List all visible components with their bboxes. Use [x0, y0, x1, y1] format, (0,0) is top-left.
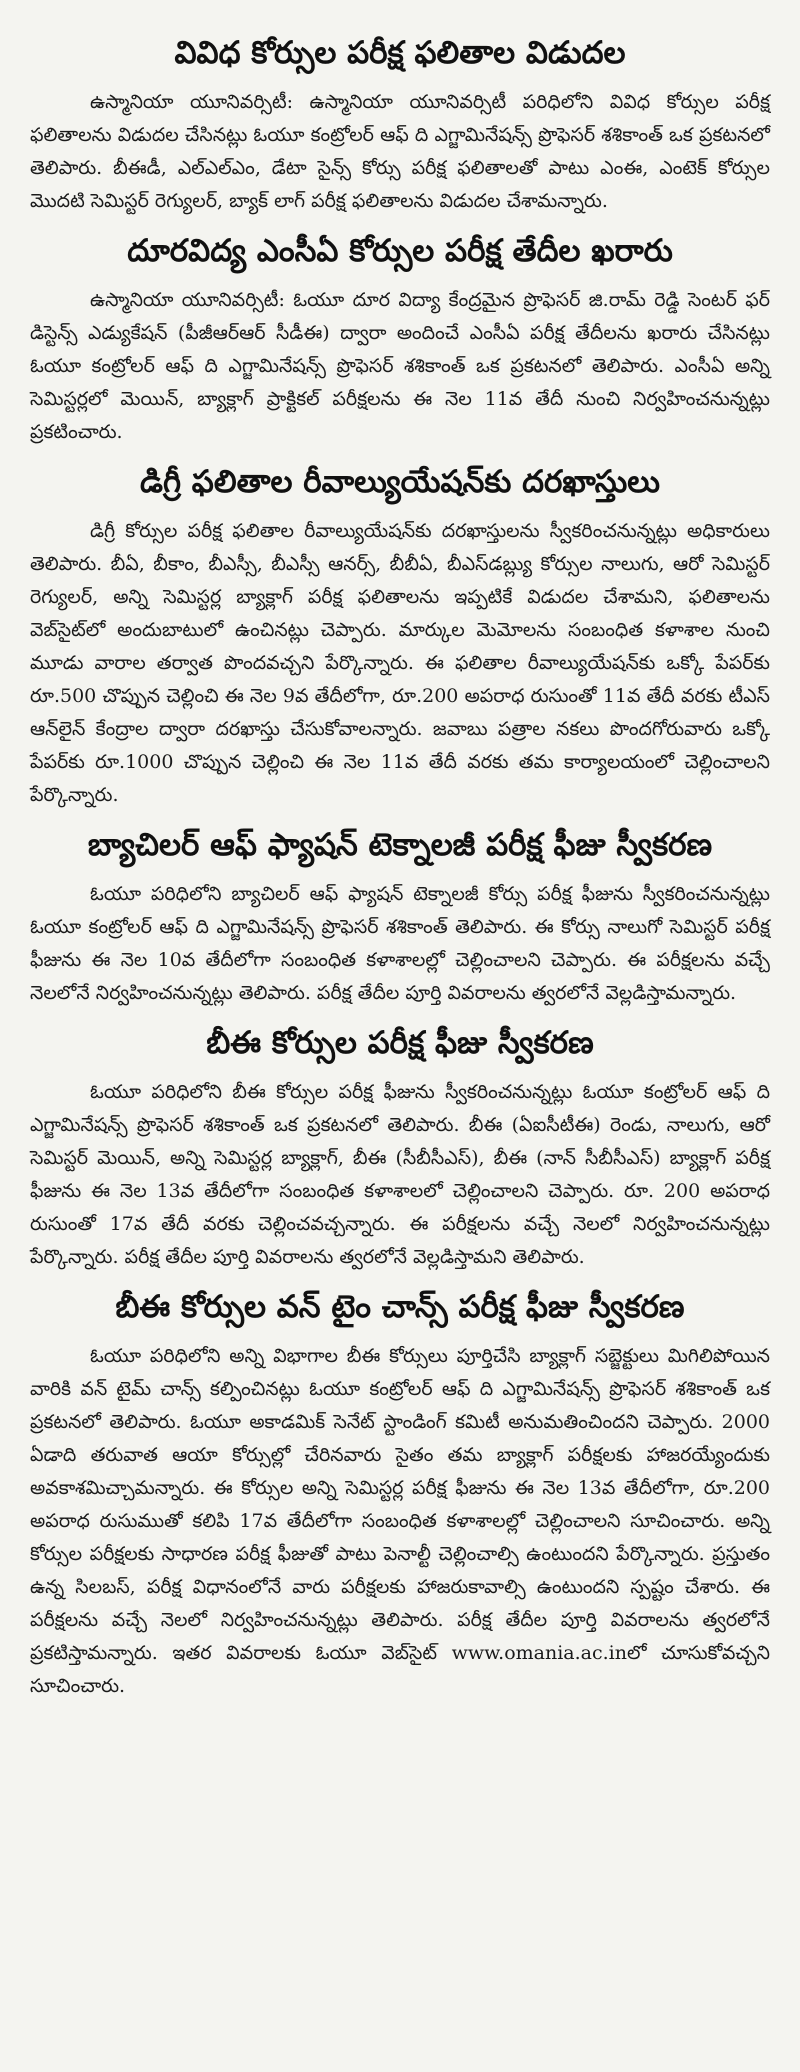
- article-degree-revaluation: [30, 459, 770, 812]
- article-body: ఓయూ పరిధిలోని బ్యాచిలర్ ఆఫ్ ఫ్యాషన్ టెక్నాలజీ కోర్సు పరీక్ష ఫీజును స్వీకరించనున్నట్లు ఓయూ కంట్రోలర్ ఆఫ్ ది ఎగ్జామినేషన్స్ ప్రొఫెసర్ శశికాంత్ తెలిపారు. ఈ కోర్సు నాలుగో సెమిస్టర్ పరీక్ష ఫీజును ఈ నెల 10వ తేదీలోగా సంబంధిత కళాశాలల్లో చెల్లించాలని చెప్పారు. ఈ పరీక్షలను వచ్చే నెలలోనే నిర్వహించనున్నట్లు తెలిపారు. పరీక్ష తేదీల పూర్తి వివరాలను త్వరలోనే వెల్లడిస్తామన్నారు.: [30, 883, 770, 1004]
- article-results-release: [30, 30, 770, 218]
- article-body: ఓయూ పరిధిలోని అన్ని విభాగాల బీఈ కోర్సులు పూర్తిచేసి బ్యాక్లాగ్ సబ్జెక్టులు మిగిలిపోయిన వారికి వన్ టైమ్ చాన్స్ కల్పించినట్లు ఓయూ కంట్రోలర్ ఆఫ్ ది ఎగ్జామినేషన్స్ ప్రొఫెసర్ శశికాంత్ ఒక ప్రకటనలో తెలిపారు. ఓయూ అకాడమిక్ సెనేట్ స్టాండింగ్ కమిటీ అనుమతించిందని చెప్పారు. 2000 ఏడాది తరువాత ఆయా కోర్సుల్లో చేరినవారు సైతం తమ బ్యాక్లాగ్ పరీక్షలకు హాజరయ్యేందుకు అవకాశమిచ్చామన్నారు. ఈ కోర్సుల అన్ని సెమిస్టర్ల పరీక్ష ఫీజును ఈ నెల 13వ తేదీలోగా, రూ.200 అపరాధ రుసుముతో కలిపి 17వ తేదీలోగా సంబంధిత కళాశాలల్లో చెల్లించాలని సూచించారు. అన్ని కోర్సుల పరీక్షలకు సాధారణ పరీక్ష ఫీజుతో పాటు పెనాల్టీ చెల్లించాల్సి ఉంటుందని పేర్కొన్నారు. ప్రస్తుతం ఉన్న సిలబస్, పరీక్ష విధానంలోనే వారు పరీక్షలకు హాజరుకావాల్సి ఉంటుందని స్పష్టం చేశారు. ఈ పరీక్షలను వచ్చే నెలలో నిర్వహించనున్నట్లు తెలిపారు. పరీక్ష తేదీల పూర్తి వివరాలను త్వరలోనే ప్రకటిస్తామన్నారు. ఇతర వివరాలకు ఓయూ వెబ్‌సైట్ www.omania.ac.inలో చూసుకోవచ్చని సూచించారు.: [30, 1345, 770, 1697]
- article-body: ఓయూ పరిధిలోని బీఈ కోర్సుల పరీక్ష ఫీజును స్వీకరించనున్నట్లు ఓయూ కంట్రోలర్ ఆఫ్ ది ఎగ్జామినేషన్స్ ప్రొఫెసర్ శశికాంత్ ఒక ప్రకటనలో తెలిపారు. బీఈ (ఏఐసీటీఈ) రెండు, నాలుగు, ఆరో సెమిస్టర్ మెయిన్, అన్ని సెమిస్టర్ల బ్యాక్లాగ్, బీఈ (సీబీసీఎస్), బీఈ (నాన్ సీబీసీఎస్) బ్యాక్లాగ్ పరీక్ష ఫీజును ఈ నెల 13వ తేదీలోగా సంబంధిత కళాశాలలో చెల్లించాలని చెప్పారు. రూ. 200 అపరాధ రుసుంతో 17వ తేదీ వరకు చెల్లించవచ్చన్నారు. ఈ పరీక్షలను వచ్చే నెలలో నిర్వహించనున్నట్లు పేర్కొన్నారు. పరీక్ష తేదీల పూర్తి వివరాలను త్వరలోనే వెల్లడిస్తామని తెలిపారు.: [30, 1081, 770, 1268]
- article-headline: బీఈ కోర్సుల వన్ టైం చాన్స్ పరీక్ష ఫీజు స్వీకరణ: [115, 1289, 685, 1325]
- article-fashion-technology-fee: [30, 822, 770, 1010]
- article-body: ఉస్మానియా యూనివర్సిటీ: ఉస్మానియా యూనివర్సిటీ పరిధిలోని వివిధ కోర్సుల పరీక్ష ఫలితాలను విడుదల చేసినట్లు ఓయూ కంట్రోలర్ ఆఫ్ ది ఎగ్జామినేషన్స్ ప్రొఫెసర్ శశికాంత్ ఒక ప్రకటనలో తెలిపారు. బీఈడీ, ఎల్ఎల్ఎం, డేటా సైన్స్ కోర్సు పరీక్ష ఫలితాలతో పాటు ఎంఈ, ఎంటెక్ కోర్సుల మొదటి సెమిస్టర్ రెగ్యులర్, బ్యాక్ లాగ్ పరీక్ష ఫలితాలను విడుదల చేశామన్నారు.: [30, 91, 770, 212]
- article-be-one-time-chance-fee: [30, 1284, 770, 1703]
- article-body: డిగ్రీ కోర్సుల పరీక్ష ఫలితాల రీవాల్యుయేషన్‌కు దరఖాస్తులను స్వీకరించనున్నట్లు అధికారులు తెలిపారు. బీఏ, బీకాం, బీఎస్సీ, బీఎస్సీ ఆనర్స్, బీబీఏ, బీఎస్‌డబ్ల్యు కోర్సుల నాలుగు, ఆరో సెమిస్టర్ రెగ్యులర్, అన్ని సెమిస్టర్ల బ్యాక్లాగ్ పరీక్ష ఫలితాలను ఇప్పటికే విడుదల చేశామని, ఫలితాలను వెబ్‌సైట్‌లో అందుబాటులో ఉంచినట్లు చెప్పారు. మార్కుల మెమోలను సంబంధిత కళాశాల నుంచి మూడు వారాల తర్వాత పొందవచ్చని పేర్కొన్నారు. ఈ ఫలితాల రీవాల్యుయేషన్‌కు ఒక్కో పేపర్‌కు రూ.500 చొప్పున చెల్లించి ఈ నెల 9వ తేదీలోగా, రూ.200 అపరాధ రుసుంతో 11వ తేదీ వరకు టీఎస్ ఆన్‌లైన్ కేంద్రాల ద్వారా దరఖాస్తు చేసుకోవాలన్నారు. జవాబు పత్రాల నకలు పొందగోరువారు ఒక్కో పేపర్‌కు రూ.1000 చొప్పున చెల్లించి ఈ నెల 11వ తేదీ వరకు తమ కార్యాలయంలో చెల్లించాలని పేర్కొన్నారు.: [30, 520, 770, 806]
- article-headline: దూరవిద్య ఎంసీఏ కోర్సుల పరీక్ష తేదీల ఖరారు: [127, 233, 673, 269]
- article-headline: డిగ్రీ ఫలితాల రీవాల్యుయేషన్‌కు దరఖాస్తులు: [140, 464, 660, 500]
- article-body: ఉస్మానియా యూనివర్సిటీ: ఓయూ దూర విద్యా కేంద్రమైన ప్రొఫెసర్ జి.రామ్ రెడ్డి సెంటర్ ఫర్ డిస్టెన్స్ ఎడ్యుకేషన్ (పీజీఆర్ఆర్ సీడీఈ) ద్వారా అందించే ఎంసీఏ పరీక్ష తేదీలను ఖరారు చేసినట్లు ఓయూ కంట్రోలర్ ఆఫ్ ది ఎగ్జామినేషన్స్ ప్రొఫెసర్ శశికాంత్ ఒక ప్రకటనలో తెలిపారు. ఎంసీఏ అన్ని సెమిస్టర్లలో మెయిన్, బ్యాక్లాగ్ ప్రాక్టికల్ పరీక్షలను ఈ నెల 11వ తేదీ నుంచి నిర్వహించనున్నట్లు ప్రకటించారు.: [30, 289, 770, 443]
- article-be-exam-fee: [30, 1020, 770, 1274]
- article-headline: బీఈ కోర్సుల పరీక్ష ఫీజు స్వీకరణ: [206, 1025, 594, 1061]
- article-mca-exam-dates: [30, 228, 770, 449]
- article-headline: బ్యాచిలర్ ఆఫ్ ఫ్యాషన్ టెక్నాలజీ పరీక్ష ఫీజు స్వీకరణ: [87, 827, 713, 863]
- article-headline: వివిధ కోర్సుల పరీక్ష ఫలితాల విడుదల: [174, 35, 626, 71]
